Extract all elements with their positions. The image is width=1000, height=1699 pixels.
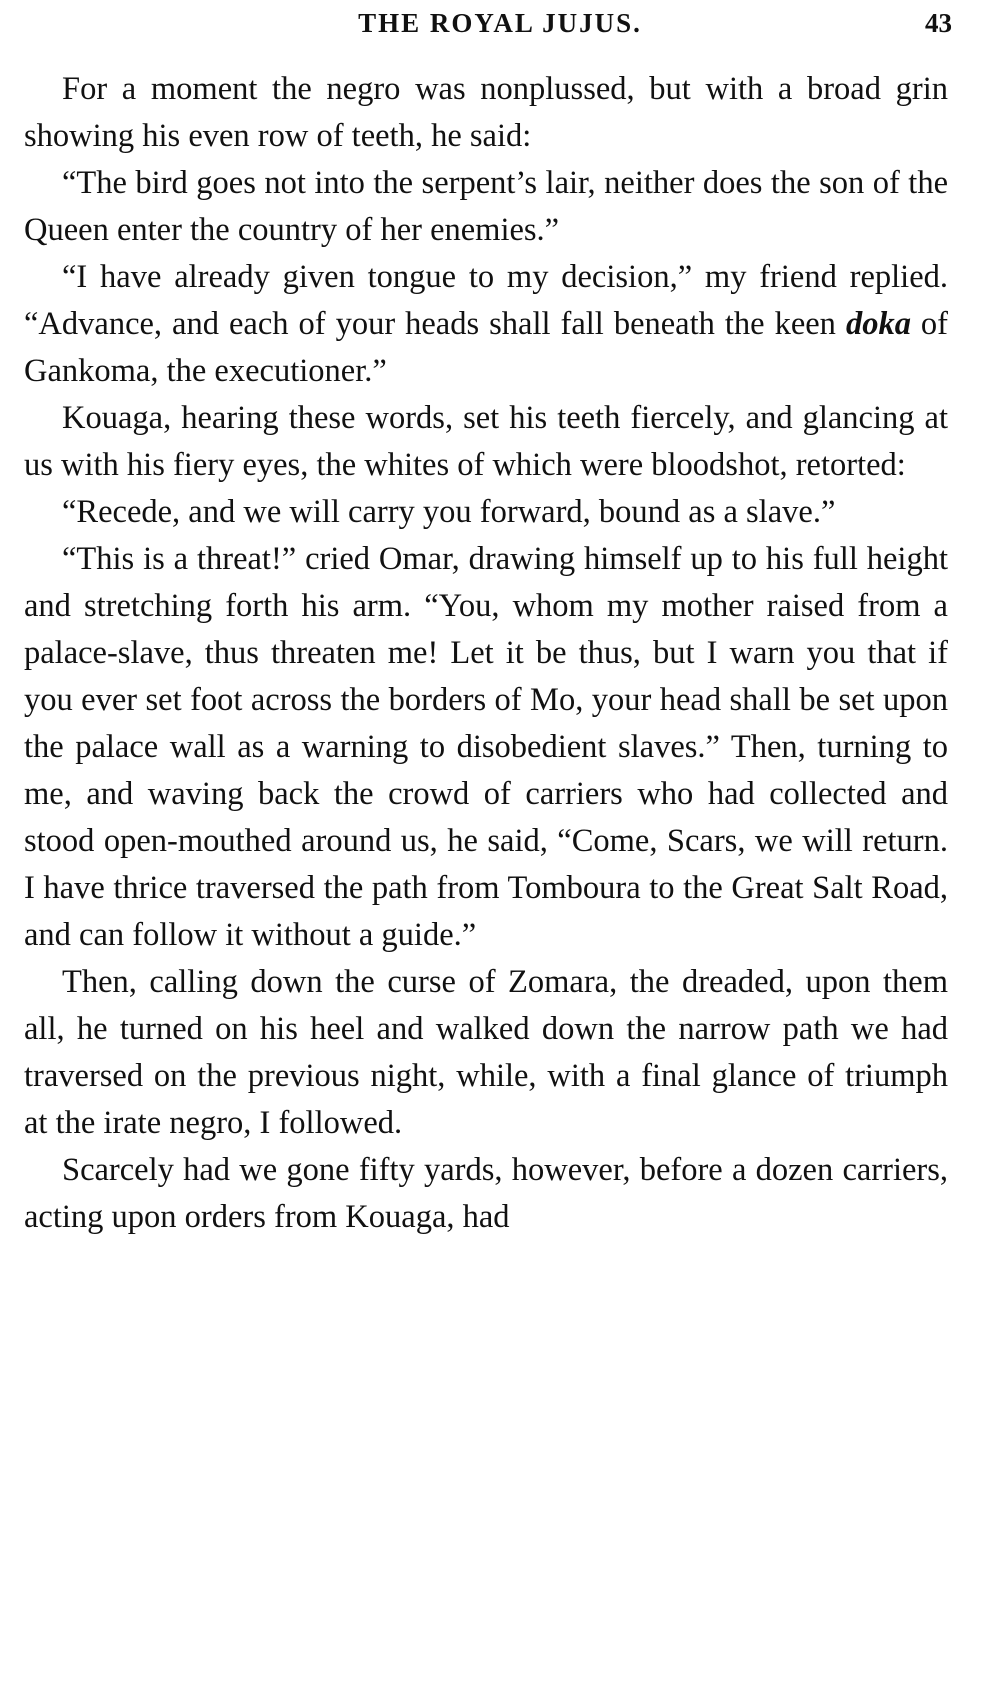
paragraph-8: Scarcely had we gone fifty yards, however, before a dozen carriers, acting upon orders from Kouaga, had bbox=[24, 1152, 948, 1235]
body-text bbox=[24, 66, 948, 1241]
paragraph-2: “The bird goes not into the serpent’s lair, neither does the son of the Queen enter the country of her enemies.” bbox=[24, 165, 948, 248]
paragraph-4: Kouaga, hearing these words, set his teeth fiercely, and glancing at us with his fiery eyes, the whites of which were bloodshot, retorted: bbox=[24, 400, 948, 483]
paragraph-3-before: “I have already given tongue to my decision,” my friend replied. “Advance, and each of your heads shall fall beneath the keen bbox=[24, 259, 948, 342]
paragraph-5: “Recede, and we will carry you forward, bound as a slave.” bbox=[62, 494, 836, 530]
running-head bbox=[0, 6, 1000, 46]
paragraph-1: For a moment the negro was nonplussed, but with a broad grin showing his even row of teeth, he said: bbox=[24, 71, 948, 154]
italic-word-doka: doka bbox=[845, 306, 911, 342]
paragraph-3 bbox=[24, 254, 948, 395]
page-number: 43 bbox=[925, 8, 952, 38]
running-title: THE ROYAL JUJUS. bbox=[358, 8, 642, 38]
paragraph-7: Then, calling down the curse of Zomara, the dreaded, upon them all, he turned on his heel and walked down the narrow path we had traversed on the previous night, while, with a final glance of triumph at the irate negro, I followed. bbox=[24, 964, 948, 1141]
paragraph-6: “This is a threat!” cried Omar, drawing himself up to his full height and stretching forth his arm. “You, whom my mother raised from a palace-slave, thus threaten me! Let it be thus, but I warn you that if you ever set foot across the borders of Mo, your head shall be set upon the palace wall as a warning to disobedient slaves.” Then, turning to me, and waving back the crowd of carriers who had collected and stood open-mouthed around us, he said, “Come, Scars, we will return. I have thrice traversed the path from Tomboura to the Great Salt Road, and can follow it without a guide.” bbox=[24, 541, 948, 953]
paragraph-3-after: of Gankoma, the executioner.” bbox=[24, 306, 949, 389]
